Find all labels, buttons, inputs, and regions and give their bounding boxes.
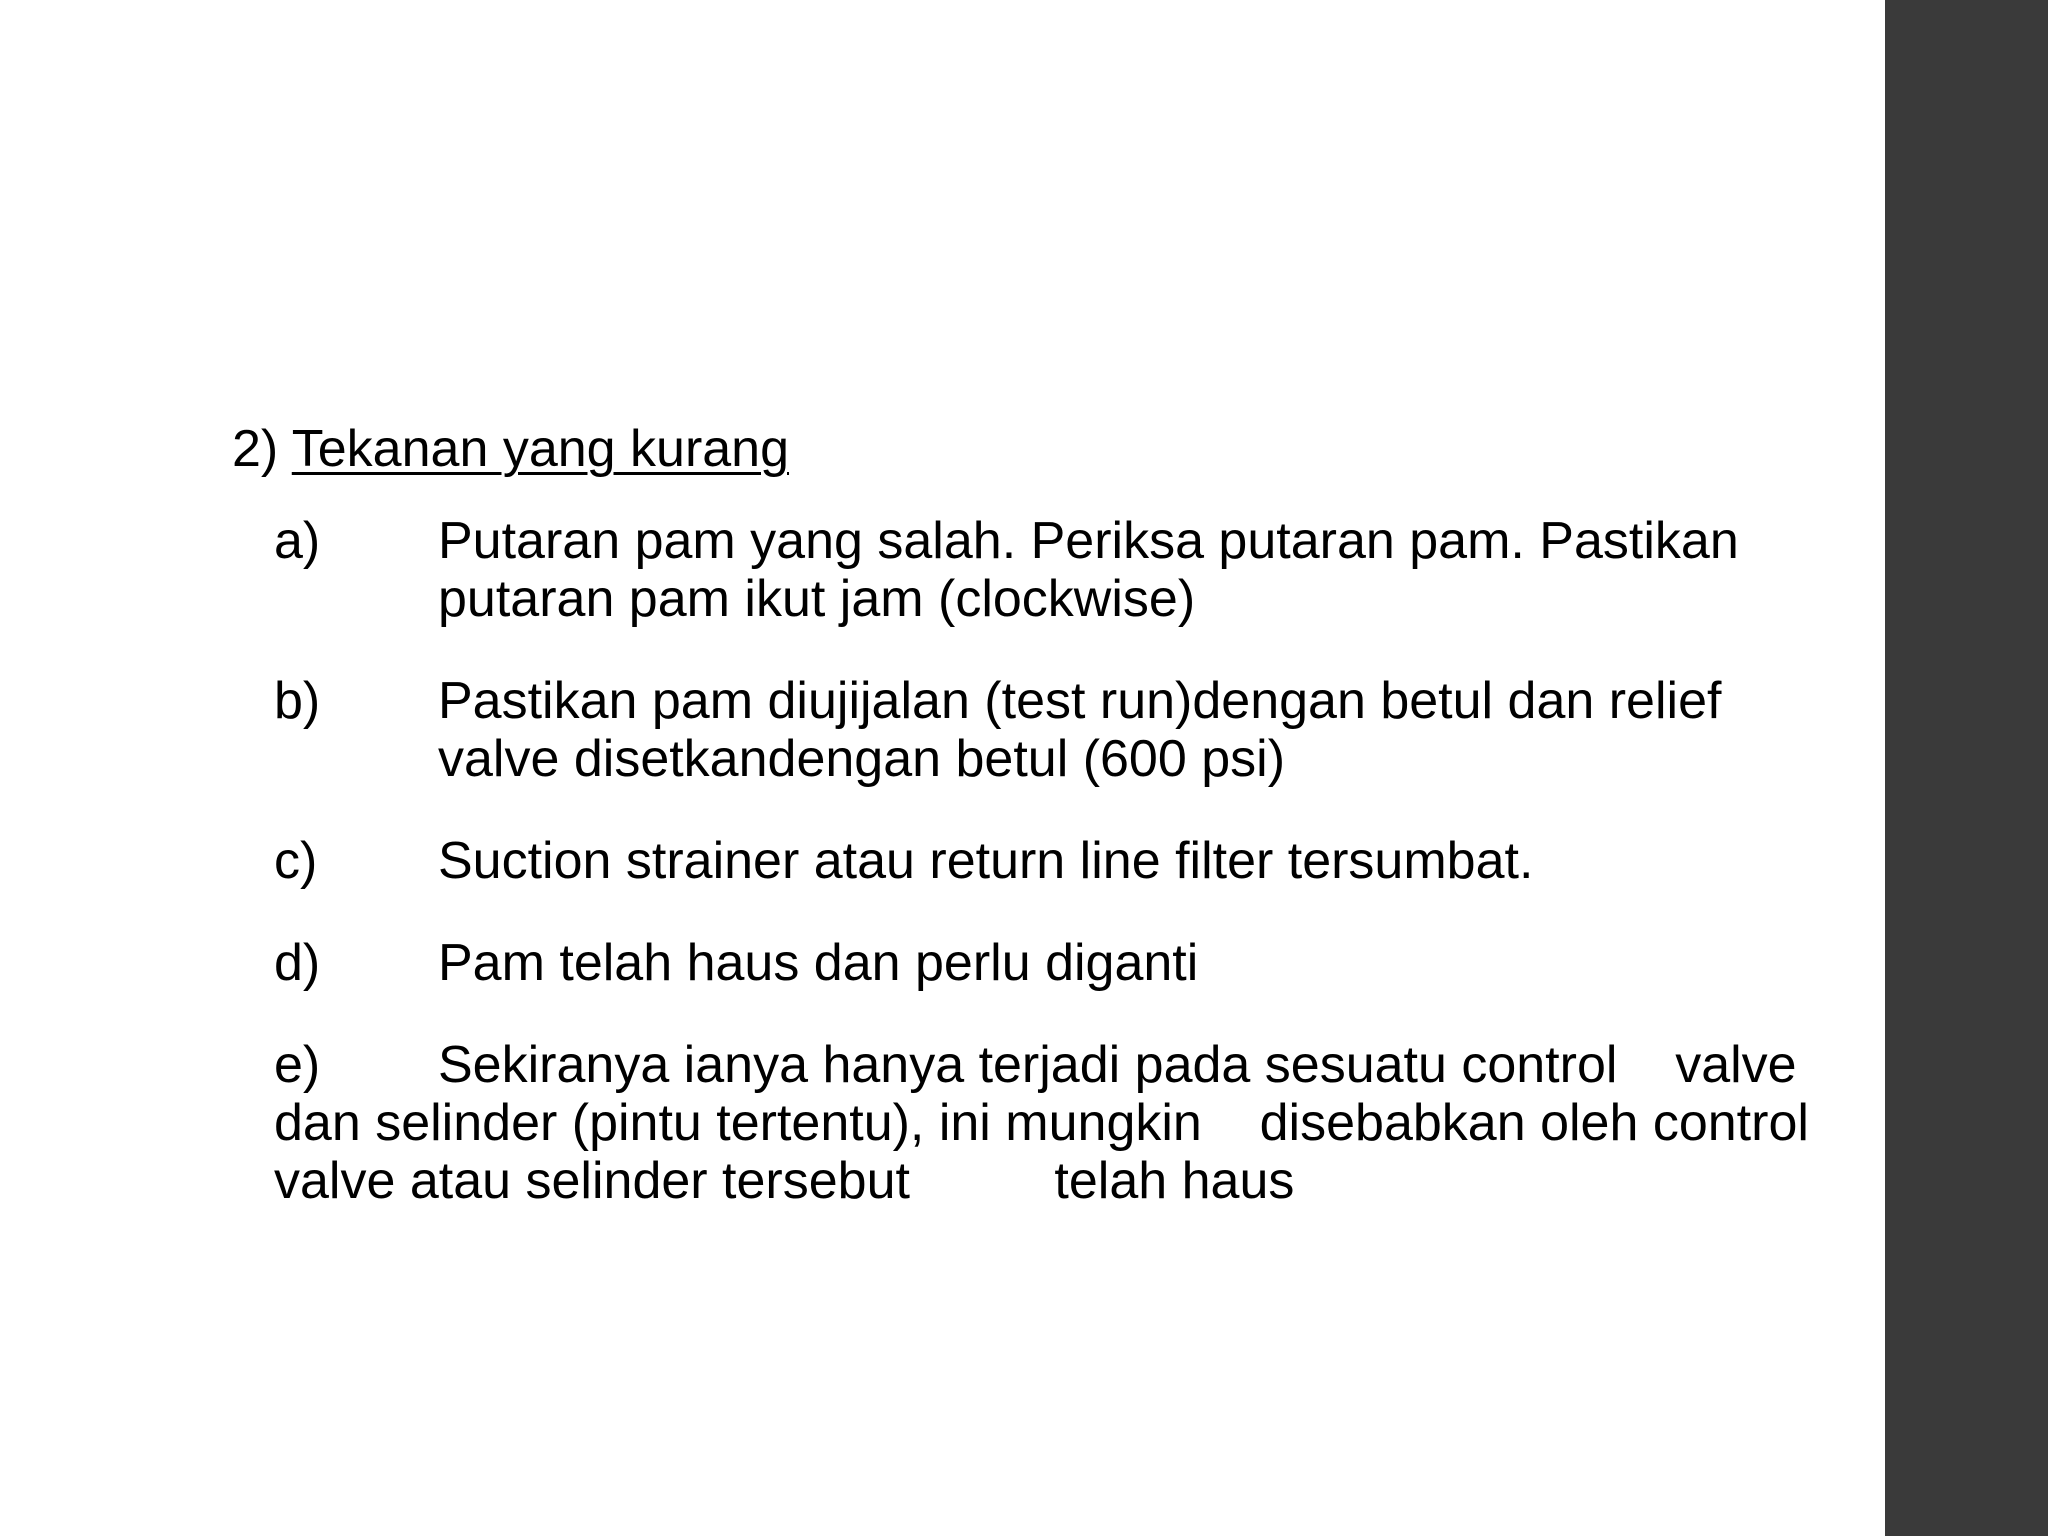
item-text: Putaran pam yang salah. Periksa putaran pam. Pastikan putaran pam ikut jam (clockwise) <box>438 512 1739 628</box>
item-text: Suction strainer atau return line filter tersumbat. <box>438 832 1534 890</box>
section-heading <box>232 420 1852 478</box>
item-marker: a) <box>274 512 321 570</box>
list-item-a <box>274 512 1852 628</box>
item-marker: c) <box>274 832 318 890</box>
item-text: Pastikan pam diujijalan (test run)dengan betul dan relief valve disetkandengan betul (600 psi) <box>438 672 1722 788</box>
item-text: Sekiranya ianya hanya terjadi pada sesuatu control valve <box>438 1036 1797 1094</box>
list-item-c <box>274 832 1852 890</box>
list-item-b <box>274 672 1852 788</box>
item-marker: e) <box>274 1036 321 1094</box>
section-number: 2) <box>232 420 279 478</box>
list-item-d <box>274 934 1852 992</box>
side-bar <box>1885 0 2048 1536</box>
item-e-line-1 <box>274 1036 1834 1094</box>
slide-content <box>232 420 1852 1210</box>
section-title: Tekanan yang kurang <box>291 420 790 478</box>
item-marker: b) <box>274 672 321 730</box>
item-e-line-3: valve atau selinder tersebut telah haus <box>274 1152 1295 1210</box>
item-text: Pam telah haus dan perlu diganti <box>438 934 1199 992</box>
item-marker: d) <box>274 934 321 992</box>
item-e-line-2: dan selinder (pintu tertentu), ini mungkin disebabkan oleh control <box>274 1094 1809 1152</box>
list-item-e <box>274 1036 1834 1210</box>
